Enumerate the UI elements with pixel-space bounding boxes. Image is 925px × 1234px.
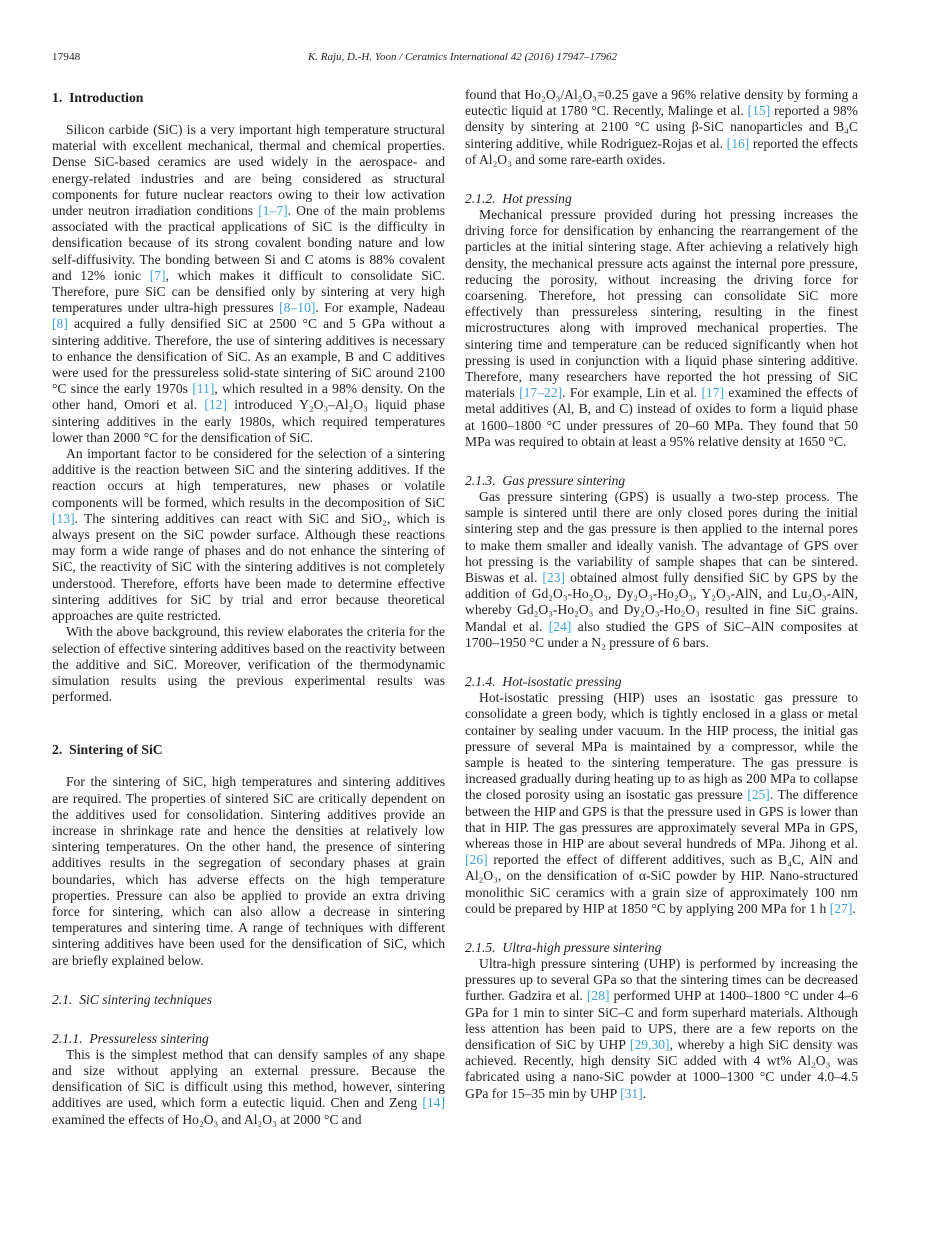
paragraph: Ultra-high pressure sintering (UHP) is performed by increasing the pressures up to several GPa so that the sintering times can be decreased further. Gadzira et al. [28] performed UHP at 1400–1800 °C under 4–6 GPa for 1 min to sinter SiC–C and form superhard materials. Although less attention has been paid to UPS, there are a few reports on the densification of SiC by UHP [29,30], whereby a high SiC density was achieved. Recently, high density SiC added with 4 wt% Al₂O₃ was fabricated using a nano-SiC powder at 1000–1300 °C under 4.0–4.5 GPa for 15–35 min by UHP [31]. xyxy=(465,955,859,1101)
citation-link[interactable]: [17] xyxy=(701,385,725,401)
subsection-heading: 2.1.4. Hot-isostatic pressing xyxy=(465,674,622,690)
paragraph: Hot-isostatic pressing (HIP) uses an isostatic gas pressure to consolidate a green body, which is tightly enclosed in a glass or metal container by sealing under vacuum. In the HIP process, the initial gas pressure of several MPa is maintained by a compressor, while the sample is heated to the sintering temperature. The gas pressure is increased gradually during heating up to as high as 200 MPa to collapse the closed porosity using an isostatic gas pressure [25]. The difference between the HIP and GPS is that the pressure used in GPS is lower than that in HIP. The gas pressures are approximately several MPa in GPS, whereas those in HIP are about several hundreds of MPa. Jihong et al. [26] reported the effect of different additives, such as B₄C, AlN and Al₂O₃, on the densification of α-SiC powder by HIP. Nano-structured monolithic SiC ceramics with a grain size of approximately 100 nm could be prepared by HIP at 1850 °C by applying 200 MPa for 1 h [27]. xyxy=(465,690,858,916)
subsection-heading: 2.1.1. Pressureless sintering xyxy=(52,1030,209,1046)
left-column xyxy=(52,87,445,1128)
page-number: 17948 xyxy=(52,51,81,63)
section-heading: 2. Sintering of SiC xyxy=(52,742,163,758)
paragraph: With the above background, this review elaborates the criteria for the selection of effective sintering additives based on the reactivity between the additive and SiC. Moreover, verification of the thermodynamic simulation results using the previous experimental results was performed. xyxy=(52,624,445,705)
page-header xyxy=(0,51,925,64)
right-column xyxy=(465,87,858,1128)
paragraph: This is the simplest method that can densify samples of any shape and size without applying an external pressure. Because the densification of SiC is difficult using this method, however, sintering additives are used, which form a eutectic liquid. Chen and Zeng [14] examined the effects of Ho₂O₃ and Al₂O₃ at 2000 °C and xyxy=(52,1046,445,1127)
citation-link[interactable]: [27] xyxy=(829,900,853,916)
citation-link[interactable]: [31] xyxy=(620,1085,643,1101)
subsection-heading: 2.1.2. Hot pressing xyxy=(465,191,572,207)
paragraph-continuation: found that Ho₂O₃/Al₂O₃=0.25 gave a 96% relative density by forming a eutectic liquid at 1780 °C. Recently, Malinge et al. [15] reported a 98% density by sintering at 2100 °C using β-SiC nanoparticles and B₄C sintering additive, while Rodriguez-Rojas et al. [16] reported the effects of Al₂O₃ and some rare-earth oxides. xyxy=(465,87,859,167)
paragraph: For the sintering of SiC, high temperatures and sintering additives are required. The properties of sintered SiC are critically dependent on the additives used for consolidation. Sintering additives provide an increase in shrinkage rate and hence the densities at relatively low sintering temperatures. On the other hand, the presence of sintering additives results in the segregation of secondary phases at grain boundaries, which has adverse effects on the high temperature properties. Pressure can also be applied to provide an extra driving force for sintering, which can also allow a decrease in sintering temperatures and sintering time. A range of techniques with different sintering additives have been used for the densification of SiC, which are briefly explained below. xyxy=(52,774,445,968)
citation-link[interactable]: [11] xyxy=(192,381,215,397)
citation-link[interactable]: [8] xyxy=(52,316,68,332)
citation-link[interactable]: [16] xyxy=(726,135,750,151)
running-head: K. Raju, D.-H. Yoon / Ceramics International 42 (2016) 17947–17962 xyxy=(307,51,618,63)
two-column-layout xyxy=(52,87,858,1128)
subsection-heading: 2.1.3. Gas pressure sintering xyxy=(465,473,626,489)
citation-link[interactable]: [7] xyxy=(149,267,166,283)
subsection-heading: 2.1. SiC sintering techniques xyxy=(52,991,213,1007)
citation-link[interactable]: [23] xyxy=(542,570,566,586)
citation-link[interactable]: [8–10] xyxy=(279,300,316,316)
citation-link[interactable]: [12] xyxy=(204,397,228,413)
paragraph: An important factor to be considered for the selection of a sintering additive is the reaction between SiC and the sintering additives. If the reaction occurs at high temperatures, new phases or volatile components will be formed, which results in the decomposition of SiC [13]. The sintering additives can react with SiC and SiO₂, which is always present on the SiC powder surface. Although these reactions may form a wide range of phases and do not enhance the sintering of SiC, the reactivity of SiC with the sintering additives is not completely understood. Therefore, efforts have been made to determine effective sintering additives for SiC by trial and error because theoretical approaches are quite restricted. xyxy=(52,446,445,624)
citation-link[interactable]: [13] xyxy=(52,510,75,526)
citation-link[interactable]: [28] xyxy=(586,988,610,1004)
citation-link[interactable]: [14] xyxy=(422,1095,445,1111)
citation-link[interactable]: [1–7] xyxy=(258,203,288,219)
citation-link[interactable]: [26] xyxy=(465,852,488,868)
citation-link[interactable]: [25] xyxy=(747,787,770,803)
citation-link[interactable]: [15] xyxy=(747,103,771,119)
paragraph: Silicon carbide (SiC) is a very important high temperature structural material with excellent mechanical, thermal and chemical properties. Dense SiC-based ceramics are used widely in the aerospace- and energy-related industries and are being considered as structural components for future nuclear reactors owing to their low activation under neutron irradiation conditions [1–7]. One of the main problems associated with the practical applications of SiC is the difficulty in densification because of its strong covalent bonding nature and low self-diffusivity. The bonding between Si and C atoms is 88% covalent and 12% ionic [7], which makes it difficult to consolidate SiC. Therefore, pure SiC can be densified only by sintering at very high temperatures under ultra-high pressures [8–10]. For example, Nadeau [8] acquired a fully densified SiC at 2500 °C and 5 GPa without a sintering additive. Therefore, the use of sintering additives is necessary to enhance the densification of SiC. As an example, B and C additives were used for the pressureless solid-state sintering of SiC around 2100 °C since the early 1970s [11], which resulted in a 98% density. On the other hand, Omori et al. [12] introduced Y₂O₃–Al₂O₃ liquid phase sintering additives in the early 1980s, which required temperatures lower than 2000 °C for the densification of SiC. xyxy=(52,122,445,445)
citation-link[interactable]: [29,30] xyxy=(629,1036,670,1052)
citation-link[interactable]: [17–22] xyxy=(519,385,563,401)
citation-link[interactable]: [24] xyxy=(548,618,572,634)
section-heading: 1. Introduction xyxy=(52,90,144,105)
subsection-heading: 2.1.5. Ultra-high pressure sintering xyxy=(465,939,662,955)
paragraph: Gas pressure sintering (GPS) is usually a two-step process. The sample is sintered until there are only closed pores during the initial sintering step and the gas pressure is then applied to the internal pores to make them smaller and ideally vanish. The advantage of GPS over hot pressing is the variability of sample shapes that can be sintered. Biswas et al. [23] obtained almost fully densified SiC by GPS by the addition of Gd₂O₃-Ho₂O₃, Dy₂O₃-Ho₂O₃, Y₂O₃-AlN, and Lu₂O₃-AlN, whereby Gd₂O₃-Ho₂O₃ and Dy₂O₃-Ho₂O₃ resulted in fine SiC grains. Mandal et al. [24] also studied the GPS of SiC–AlN composites at 1700–1950 °C under a N₂ pressure of 6 bars. xyxy=(465,489,858,650)
paragraph: Mechanical pressure provided during hot pressing increases the driving force for densification by enhancing the rearrangement of the particles at the initial sintering stage. After achieving a relatively high density, the mechanical pressure acts against the internal pore pressure, reducing the porosity, without increasing the driving force for coarsening. Therefore, hot pressing can consolidate SiC more effectively than pressureless sintering, resulting in the finest microstructures along with improved mechanical properties. The sintering time and temperature can be reduced significantly when hot pressing is used in conjunction with a liquid phase sintering additive. Therefore, many researchers have reported the hot pressing of SiC materials [17–22]. For example, Lin et al. [17] examined the effects of metal additives (Al, B, and C) instead of oxides to form a liquid phase at 1600–1800 °C under pressures of 20–60 MPa. They found that 50 MPa was required to obtain at least a 95% relative density at 1650 °C. xyxy=(465,207,858,449)
